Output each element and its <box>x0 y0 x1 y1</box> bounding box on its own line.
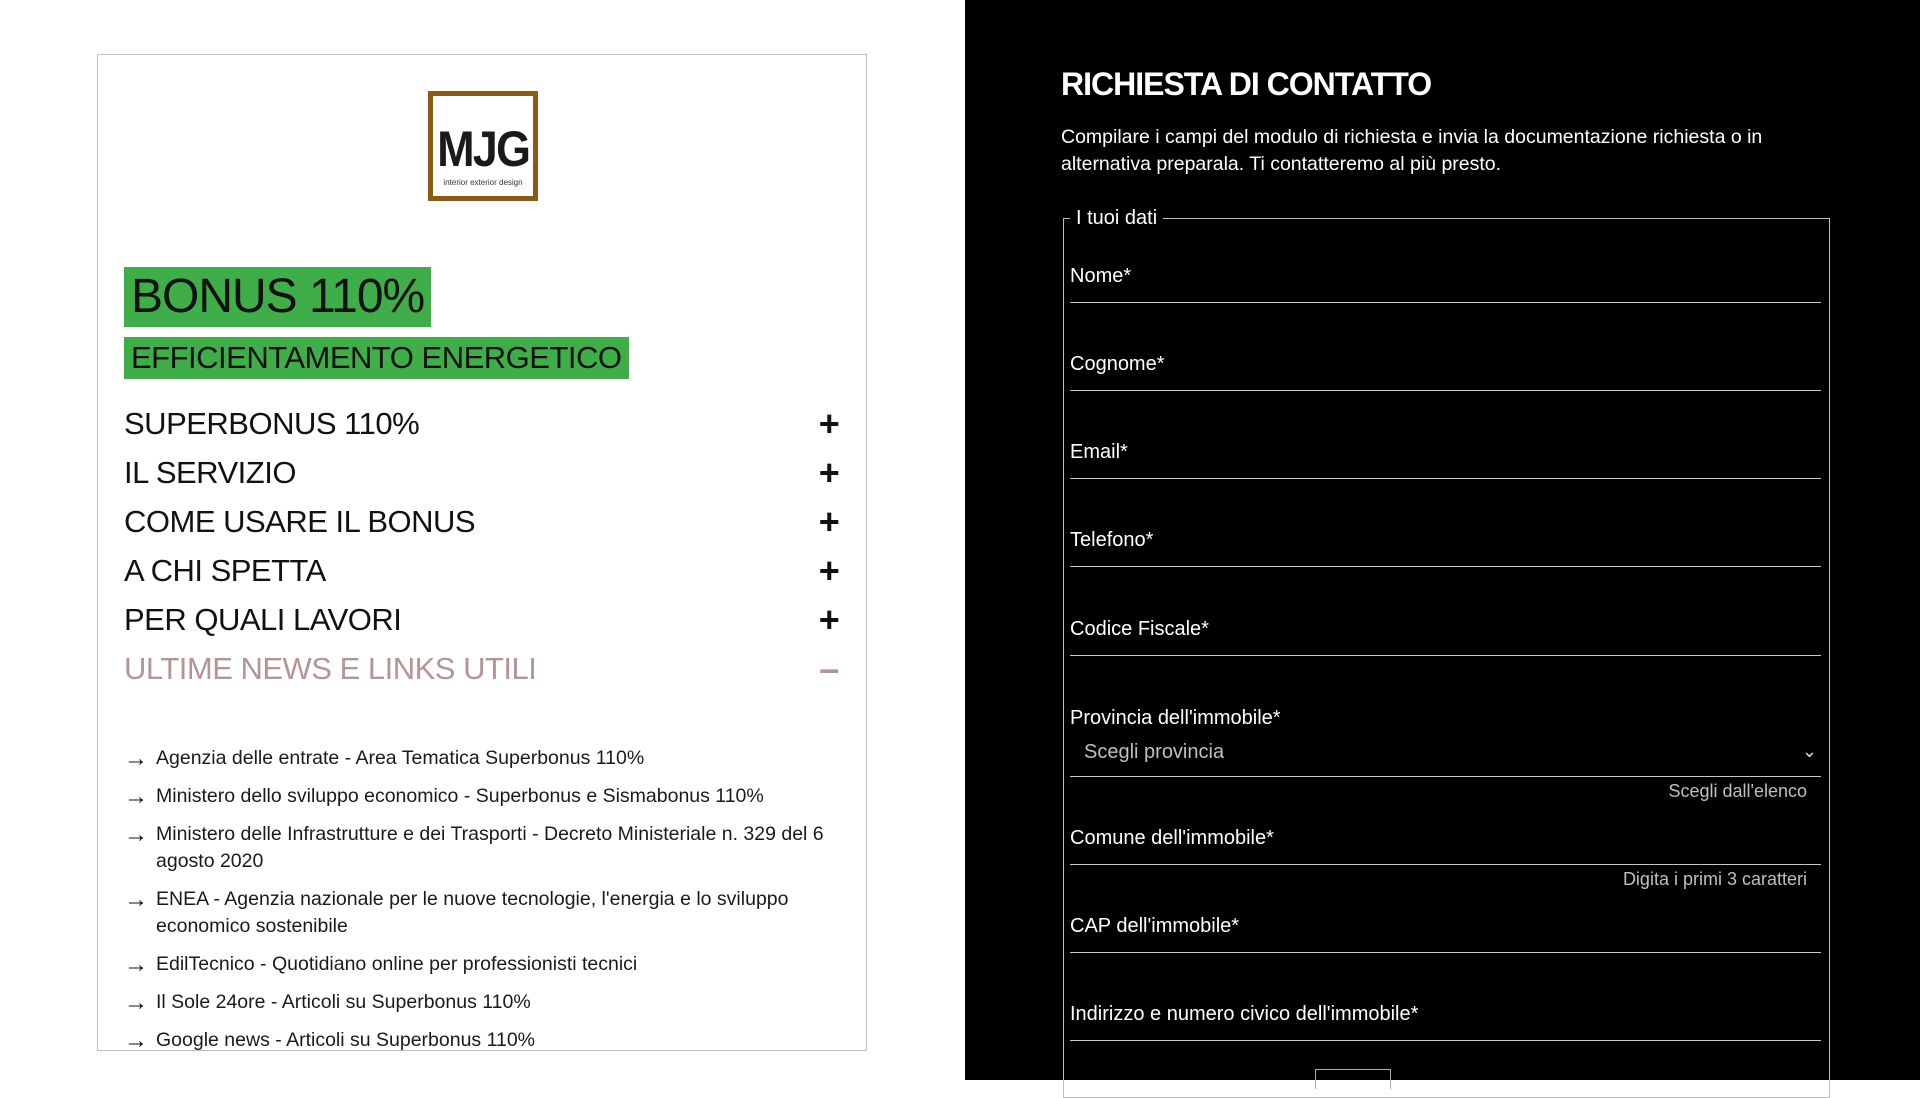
contact-panel <box>965 0 1920 1080</box>
accordion-item-servizio[interactable] <box>124 448 844 497</box>
mjg-logo <box>428 91 538 201</box>
arrow-right-icon: → <box>124 745 148 772</box>
link-text[interactable]: ENEA - Agenzia nazionale per le nuove tecnologie, l'energia e lo sviluppo economico sostenibile <box>156 888 789 937</box>
accordion-item-label: COME USARE IL BONUS <box>124 503 476 539</box>
comune-field[interactable] <box>1070 777 1821 865</box>
form-description: Compilare i campi del modulo di richiesta e invia la documentazione richiesta o in alternativa preparala. Ti contatteremo al più presto. <box>1061 126 1763 175</box>
cap-field[interactable] <box>1070 865 1821 953</box>
logo-tagline: interior exterior design <box>443 177 523 187</box>
link-text[interactable]: Il Sole 24ore - Articoli su Superbonus 110% <box>156 991 531 1013</box>
accordion-item-label: ULTIME NEWS E LINKS UTILI <box>124 650 537 686</box>
cognome-field[interactable] <box>1070 303 1821 391</box>
list-item[interactable] <box>124 886 844 940</box>
email-label: Email* <box>1070 441 1128 463</box>
link-text[interactable]: EdilTecnico - Quotidiano online per professionisti tecnici <box>156 953 638 975</box>
list-item[interactable] <box>124 989 844 1016</box>
arrow-right-icon: → <box>124 783 148 810</box>
useful-links-list <box>124 745 844 1065</box>
nome-field[interactable] <box>1070 215 1821 303</box>
accordion-item-a-chi-spetta[interactable] <box>124 546 844 595</box>
comune-hint: Digita i primi 3 caratteri <box>1622 869 1807 889</box>
codice-fiscale-label: Codice Fiscale* <box>1070 618 1209 640</box>
fieldset-legend: I tuoi dati <box>1070 205 1163 231</box>
list-item[interactable] <box>124 1027 844 1054</box>
accordion-item-label: PER QUALI LAVORI <box>124 601 402 637</box>
link-text[interactable]: Agenzia delle entrate - Area Tematica Superbonus 110% <box>156 747 645 769</box>
accordion-item-quali-lavori[interactable] <box>124 595 844 644</box>
plus-icon[interactable]: + <box>818 451 840 493</box>
arrow-right-icon: → <box>124 886 148 913</box>
list-item[interactable] <box>124 745 844 772</box>
arrow-right-icon: → <box>124 989 148 1016</box>
cognome-label: Cognome* <box>1070 353 1165 375</box>
cap-label: CAP dell'immobile* <box>1070 915 1240 937</box>
provincia-label: Provincia dell'immobile* <box>1070 707 1281 729</box>
accordion-item-label: SUPERBONUS 110% <box>124 405 420 441</box>
nome-label: Nome* <box>1070 265 1132 287</box>
provincia-select[interactable] <box>1070 657 1821 777</box>
telefono-field[interactable] <box>1070 479 1821 567</box>
provincia-placeholder: Scegli provincia <box>1084 741 1225 763</box>
list-item[interactable] <box>124 783 844 810</box>
accordion-item-superbonus[interactable] <box>124 399 844 448</box>
bonus-info-card <box>97 54 867 1054</box>
arrow-right-icon: → <box>124 1027 148 1054</box>
provincia-select-value[interactable] <box>1084 741 1821 771</box>
chevron-down-icon[interactable]: ⌄ <box>1801 741 1817 761</box>
arrow-right-icon: → <box>124 821 148 848</box>
provincia-hint: Scegli dall'elenco <box>1668 781 1807 801</box>
personal-data-fieldset <box>1063 207 1830 1098</box>
minus-icon[interactable]: – <box>819 647 839 689</box>
efficientamento-badge: EFFICIENTAMENTO ENERGETICO <box>124 337 629 379</box>
comune-label: Comune dell'immobile* <box>1070 827 1274 849</box>
telefono-label: Telefono* <box>1070 529 1154 551</box>
accordion-item-news-links[interactable] <box>124 644 844 693</box>
codice-fiscale-field[interactable] <box>1070 568 1821 656</box>
plus-icon[interactable]: + <box>818 500 840 542</box>
bonus-badge: BONUS 110% <box>124 267 431 327</box>
plus-icon[interactable]: + <box>818 598 840 640</box>
input-underline <box>1070 566 1821 567</box>
link-text[interactable]: Ministero delle Infrastrutture e dei Trasporti - Decreto Ministeriale n. 329 del 6 agosto 2020 <box>156 823 824 872</box>
plus-icon[interactable]: + <box>818 402 840 444</box>
plus-icon[interactable]: + <box>818 549 840 591</box>
list-item[interactable] <box>124 821 844 875</box>
accordion <box>124 399 844 693</box>
arrow-right-icon: → <box>124 951 148 978</box>
form-button[interactable] <box>1315 1069 1391 1089</box>
indirizzo-field[interactable] <box>1070 953 1821 1041</box>
logo-mark: MJG <box>436 120 530 177</box>
indirizzo-label: Indirizzo e numero civico dell'immobile* <box>1070 1003 1419 1025</box>
accordion-item-come-usare[interactable] <box>124 497 844 546</box>
input-underline <box>1070 655 1821 656</box>
link-text[interactable]: Google news - Articoli su Superbonus 110% <box>156 1029 536 1051</box>
list-item[interactable] <box>124 951 844 978</box>
input-underline <box>1070 1040 1821 1041</box>
accordion-item-label: A CHI SPETTA <box>124 552 326 588</box>
email-field[interactable] <box>1070 391 1821 479</box>
accordion-item-label: IL SERVIZIO <box>124 454 296 490</box>
form-title: RICHIESTA DI CONTATTO <box>1061 66 1432 102</box>
link-text[interactable]: Ministero dello sviluppo economico - Superbonus e Sismabonus 110% <box>156 785 764 807</box>
